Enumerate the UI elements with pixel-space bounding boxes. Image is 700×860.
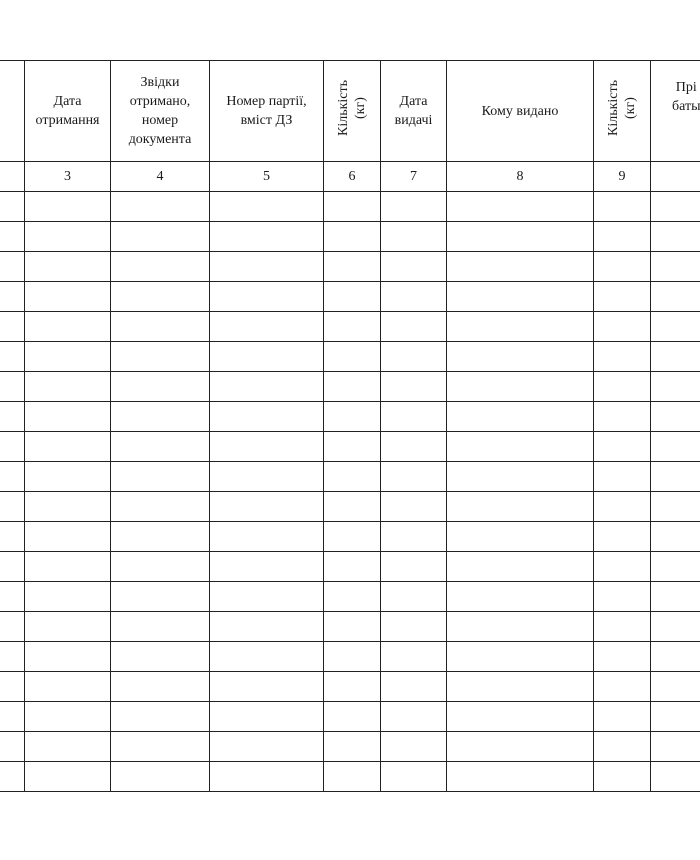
header-cell-date-issued: Дата видачі	[381, 61, 447, 162]
table-row	[0, 552, 700, 582]
table-cell[interactable]	[324, 582, 381, 612]
table-row	[0, 282, 700, 312]
table-cell[interactable]	[651, 672, 700, 702]
table-cell[interactable]	[210, 402, 324, 432]
column-number-row	[0, 162, 700, 192]
table-cell[interactable]	[111, 612, 210, 642]
table-cell[interactable]	[210, 372, 324, 402]
table-cell[interactable]	[25, 462, 111, 492]
table-row	[0, 312, 700, 342]
table-row	[0, 402, 700, 432]
table-row	[0, 492, 700, 522]
table-cell[interactable]	[324, 252, 381, 282]
table-cell[interactable]	[111, 762, 210, 792]
ledger-table	[0, 60, 700, 792]
table-cell[interactable]	[594, 462, 651, 492]
table-cell[interactable]	[594, 642, 651, 672]
table-cell[interactable]	[324, 402, 381, 432]
table-cell[interactable]	[651, 312, 700, 342]
table-cell[interactable]	[651, 192, 700, 222]
table-cell[interactable]	[381, 642, 447, 672]
table-cell[interactable]	[324, 342, 381, 372]
header-cell-2	[0, 61, 25, 162]
table-cell[interactable]	[111, 312, 210, 342]
table-cell[interactable]	[651, 702, 700, 732]
table-cell[interactable]	[25, 642, 111, 672]
table-cell[interactable]	[25, 282, 111, 312]
table-cell[interactable]	[25, 612, 111, 642]
table-cell[interactable]	[324, 462, 381, 492]
table-cell[interactable]	[0, 672, 25, 702]
table-cell[interactable]	[594, 552, 651, 582]
table-cell[interactable]	[381, 432, 447, 462]
table-cell[interactable]	[210, 252, 324, 282]
table-cell[interactable]	[111, 342, 210, 372]
column-number-cell	[651, 162, 700, 192]
table-row	[0, 372, 700, 402]
table-cell[interactable]	[25, 402, 111, 432]
table-cell[interactable]	[594, 342, 651, 372]
table-cell[interactable]	[324, 222, 381, 252]
table-cell[interactable]	[111, 552, 210, 582]
table-cell[interactable]	[25, 492, 111, 522]
column-number-cell: 8	[447, 162, 594, 192]
column-number-cell	[0, 162, 25, 192]
table-cell[interactable]	[651, 402, 700, 432]
table-cell[interactable]	[651, 282, 700, 312]
column-number-cell: 6	[324, 162, 381, 192]
table-cell[interactable]	[447, 402, 594, 432]
table-cell[interactable]	[111, 402, 210, 432]
table-cell[interactable]	[25, 762, 111, 792]
table-cell[interactable]	[0, 642, 25, 672]
column-number-cell: 4	[111, 162, 210, 192]
table-row	[0, 192, 700, 222]
header-row	[0, 61, 700, 162]
table-cell[interactable]	[381, 492, 447, 522]
empty-rows	[0, 192, 700, 792]
table-cell[interactable]	[324, 372, 381, 402]
table-cell[interactable]	[651, 462, 700, 492]
table-row	[0, 222, 700, 252]
column-number-cell: 9	[594, 162, 651, 192]
column-number-cell: 3	[25, 162, 111, 192]
table-cell[interactable]	[210, 582, 324, 612]
table-cell[interactable]	[381, 732, 447, 762]
table-cell[interactable]	[381, 372, 447, 402]
table-cell[interactable]	[447, 282, 594, 312]
table-cell[interactable]	[447, 552, 594, 582]
table-cell[interactable]	[111, 432, 210, 462]
table-cell[interactable]	[0, 732, 25, 762]
table-cell[interactable]	[0, 552, 25, 582]
table-cell[interactable]	[651, 492, 700, 522]
table-row	[0, 642, 700, 672]
table-cell[interactable]	[447, 462, 594, 492]
table-cell[interactable]	[381, 462, 447, 492]
table-cell[interactable]	[25, 312, 111, 342]
table-cell[interactable]	[25, 432, 111, 462]
table-row	[0, 582, 700, 612]
table-cell[interactable]	[381, 312, 447, 342]
table-row	[0, 432, 700, 462]
table-cell[interactable]	[651, 612, 700, 642]
table-cell[interactable]	[0, 522, 25, 552]
header-cell-quantity-issued: Кількість (кг)	[594, 61, 651, 162]
table-cell[interactable]	[651, 582, 700, 612]
table-cell[interactable]	[324, 702, 381, 732]
table-cell[interactable]	[210, 432, 324, 462]
table-cell[interactable]	[111, 282, 210, 312]
column-number-cell: 7	[381, 162, 447, 192]
table-cell[interactable]	[324, 522, 381, 552]
table-cell[interactable]	[447, 372, 594, 402]
table-cell[interactable]	[25, 732, 111, 762]
table-cell[interactable]	[111, 732, 210, 762]
table-cell[interactable]	[324, 732, 381, 762]
table-cell[interactable]	[651, 762, 700, 792]
table-cell[interactable]	[447, 732, 594, 762]
header-cell-source-document: Звідки отримано, номер документа	[111, 61, 210, 162]
header-cell-batch-number: Номер партії, вміст ДЗ	[210, 61, 324, 162]
table-cell[interactable]	[111, 192, 210, 222]
table-cell[interactable]	[324, 282, 381, 312]
table-cell[interactable]	[0, 282, 25, 312]
table-row	[0, 252, 700, 282]
table-cell[interactable]	[447, 582, 594, 612]
table-cell[interactable]	[594, 492, 651, 522]
table-cell[interactable]	[594, 612, 651, 642]
table-cell[interactable]	[447, 762, 594, 792]
table-cell[interactable]	[381, 702, 447, 732]
table-cell[interactable]	[594, 252, 651, 282]
table-cell[interactable]	[594, 372, 651, 402]
table-cell[interactable]	[0, 762, 25, 792]
table-cell[interactable]	[111, 582, 210, 612]
table-cell[interactable]	[651, 642, 700, 672]
table-cell[interactable]	[447, 432, 594, 462]
table-cell[interactable]	[594, 282, 651, 312]
table-cell[interactable]	[594, 702, 651, 732]
table-cell[interactable]	[25, 222, 111, 252]
table-cell[interactable]	[0, 372, 25, 402]
table-cell[interactable]	[25, 552, 111, 582]
column-number-cell: 5	[210, 162, 324, 192]
table-cell[interactable]	[651, 372, 700, 402]
table-cell[interactable]	[381, 582, 447, 612]
table-cell[interactable]	[0, 342, 25, 372]
table-cell[interactable]	[111, 672, 210, 702]
table-cell[interactable]	[324, 192, 381, 222]
table-cell[interactable]	[210, 552, 324, 582]
table-cell[interactable]	[324, 762, 381, 792]
table-cell[interactable]	[0, 192, 25, 222]
table-cell[interactable]	[381, 762, 447, 792]
table-cell[interactable]	[210, 642, 324, 672]
table-cell[interactable]	[111, 372, 210, 402]
table-cell[interactable]	[381, 612, 447, 642]
table-cell[interactable]	[0, 492, 25, 522]
table-cell[interactable]	[447, 342, 594, 372]
table-cell[interactable]	[25, 672, 111, 702]
table-cell[interactable]	[210, 342, 324, 372]
table-cell[interactable]	[0, 612, 25, 642]
table-cell[interactable]	[210, 612, 324, 642]
table-cell[interactable]	[324, 492, 381, 522]
table-cell[interactable]	[594, 222, 651, 252]
table-cell[interactable]	[25, 582, 111, 612]
table-cell[interactable]	[381, 552, 447, 582]
table-row	[0, 702, 700, 732]
table-cell[interactable]	[210, 282, 324, 312]
table-cell[interactable]	[447, 222, 594, 252]
table-cell[interactable]	[594, 402, 651, 432]
table-cell[interactable]	[111, 222, 210, 252]
table-cell[interactable]	[111, 462, 210, 492]
table-cell[interactable]	[111, 702, 210, 732]
table-cell[interactable]	[210, 222, 324, 252]
table-cell[interactable]	[651, 552, 700, 582]
table-cell[interactable]	[25, 252, 111, 282]
table-cell[interactable]	[324, 552, 381, 582]
table-cell[interactable]	[594, 192, 651, 222]
table-cell[interactable]	[447, 612, 594, 642]
table-cell[interactable]	[25, 342, 111, 372]
table-cell[interactable]	[0, 462, 25, 492]
table-cell[interactable]	[324, 612, 381, 642]
table-cell[interactable]	[447, 312, 594, 342]
table-cell[interactable]	[651, 732, 700, 762]
table-cell[interactable]	[447, 672, 594, 702]
table-cell[interactable]	[381, 342, 447, 372]
table-cell[interactable]	[210, 192, 324, 222]
table-row	[0, 732, 700, 762]
header-cell-date-received: Дата отримання	[25, 61, 111, 162]
table-row	[0, 522, 700, 552]
table-cell[interactable]	[0, 402, 25, 432]
table-cell[interactable]	[594, 672, 651, 702]
table-row	[0, 762, 700, 792]
table-cell[interactable]	[25, 192, 111, 222]
table-cell[interactable]	[594, 312, 651, 342]
table-cell[interactable]	[210, 462, 324, 492]
table-cell[interactable]	[594, 732, 651, 762]
table-cell[interactable]	[111, 492, 210, 522]
table-cell[interactable]	[0, 312, 25, 342]
table-cell[interactable]	[0, 432, 25, 462]
table-cell[interactable]	[324, 642, 381, 672]
table-cell[interactable]	[651, 522, 700, 552]
table-cell[interactable]	[210, 702, 324, 732]
table-cell[interactable]	[25, 372, 111, 402]
header-cell-issued-to: Кому видано	[447, 61, 594, 162]
table-cell[interactable]	[381, 282, 447, 312]
table-cell[interactable]	[324, 312, 381, 342]
table-cell[interactable]	[447, 252, 594, 282]
table-cell[interactable]	[210, 312, 324, 342]
table-cell[interactable]	[447, 492, 594, 522]
table-cell[interactable]	[0, 252, 25, 282]
table-cell[interactable]	[25, 702, 111, 732]
table-cell[interactable]	[210, 732, 324, 762]
table-cell[interactable]	[381, 222, 447, 252]
table-cell[interactable]	[651, 222, 700, 252]
table-row	[0, 672, 700, 702]
table-cell[interactable]	[594, 762, 651, 792]
table-cell[interactable]	[210, 492, 324, 522]
table-row	[0, 342, 700, 372]
table-cell[interactable]	[111, 252, 210, 282]
table-cell[interactable]	[447, 522, 594, 552]
table-cell[interactable]	[111, 642, 210, 672]
table-cell[interactable]	[0, 582, 25, 612]
table-row	[0, 612, 700, 642]
table-cell[interactable]	[0, 222, 25, 252]
table-cell[interactable]	[0, 702, 25, 732]
table-cell[interactable]	[594, 582, 651, 612]
table-cell[interactable]	[594, 432, 651, 462]
table-cell[interactable]	[381, 522, 447, 552]
table-cell[interactable]	[324, 432, 381, 462]
table-cell[interactable]	[111, 522, 210, 552]
table-cell[interactable]	[210, 522, 324, 552]
table-cell[interactable]	[447, 642, 594, 672]
table-cell[interactable]	[210, 672, 324, 702]
header-cell-quantity-received: Кількість (кг)	[324, 61, 381, 162]
table-cell[interactable]	[381, 192, 447, 222]
table-cell[interactable]	[594, 522, 651, 552]
table-cell[interactable]	[651, 342, 700, 372]
table-cell[interactable]	[381, 252, 447, 282]
table-cell[interactable]	[651, 432, 700, 462]
table-cell[interactable]	[447, 192, 594, 222]
table-cell[interactable]	[25, 522, 111, 552]
header-cell-surname-truncated: Прі баты	[651, 61, 700, 162]
table-cell[interactable]	[324, 672, 381, 702]
table-cell[interactable]	[381, 672, 447, 702]
table-cell[interactable]	[651, 252, 700, 282]
table-cell[interactable]	[210, 762, 324, 792]
table-cell[interactable]	[381, 402, 447, 432]
table-row	[0, 462, 700, 492]
table-cell[interactable]	[447, 702, 594, 732]
